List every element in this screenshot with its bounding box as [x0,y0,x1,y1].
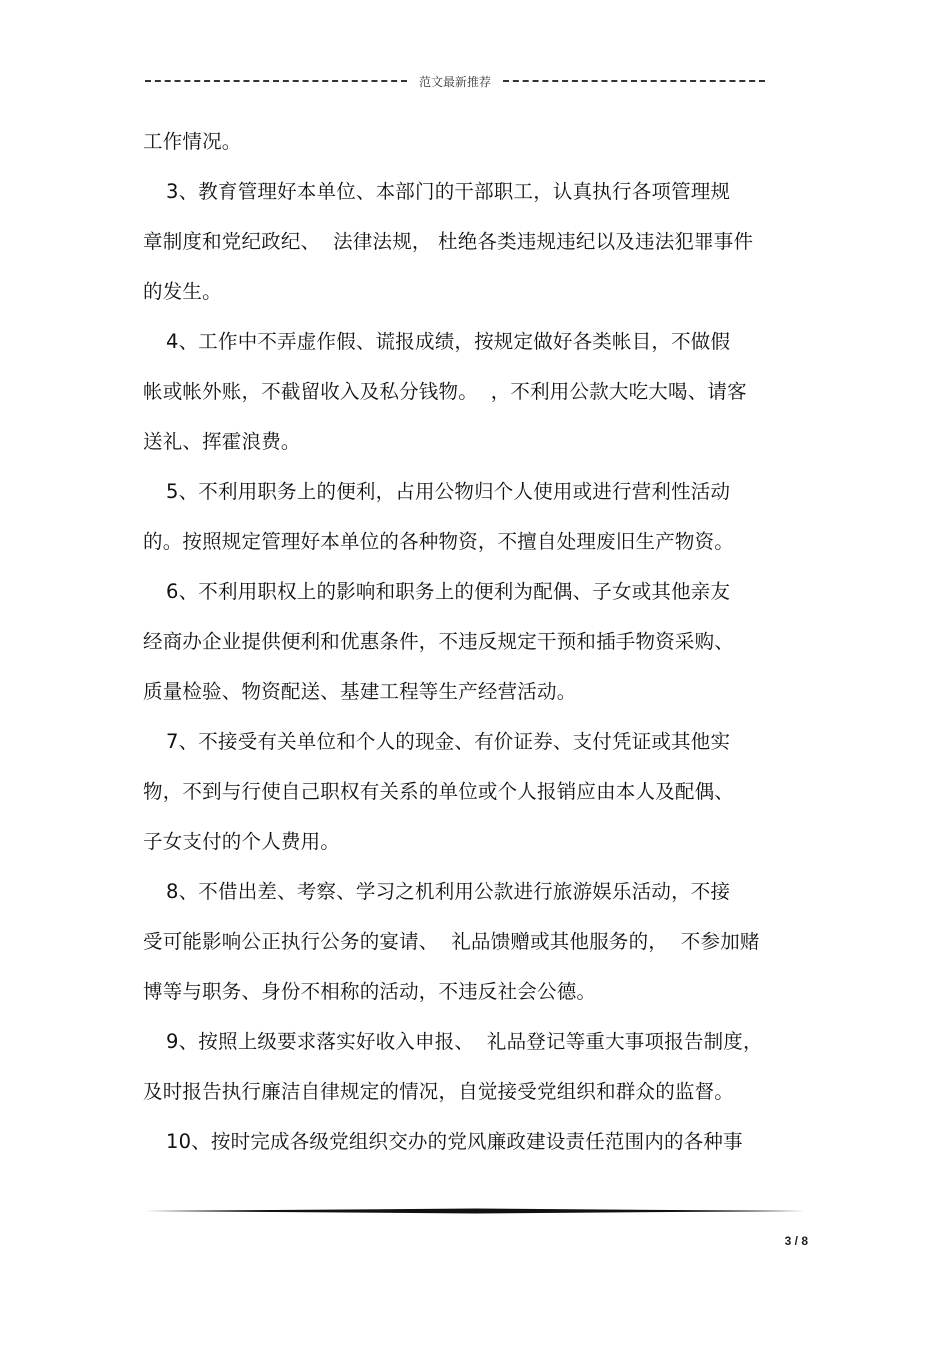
text-line: 帐或帐外账，不截留收入及私分钱物。 ，不利用公款大吃大喝、请客 [143,380,747,403]
footer-divider [145,1208,805,1214]
document-body [143,121,811,1171]
page-header [145,72,765,90]
page-number: 3 / 8 [784,1234,808,1248]
text-line: 9、按照上级要求落实好收入申报、 礼品登记等重大事项报告制度， [166,1030,763,1053]
text-line: 7、不接受有关单位和个人的现金、有价证券、支付凭证或其他实 [166,730,731,753]
text-line: 质量检验、物资配送、基建工程等生产经营活动。 [143,680,577,703]
text-line: 8、不借出差、考察、学习之机利用公款进行旅游娱乐活动，不接 [166,880,731,903]
header-dash-right [503,80,765,82]
text-line: 受可能影响公正执行公务的宴请、 礼品馈赠或其他服务的， 不参加赌 [143,930,760,953]
text-line: 的。按照规定管理好本单位的各种物资，不擅自处理废旧生产物资。 [143,530,735,553]
text-line: 及时报告执行廉洁自律规定的情况，自觉接受党组织和群众的监督。 [143,1080,735,1103]
text-line: 10、按时完成各级党组织交办的党风廉政建设责任范围内的各种事 [166,1130,743,1153]
text-line: 6、不利用职权上的影响和职务上的便利为配偶、子女或其他亲友 [166,580,731,603]
text-line: 4、工作中不弄虚作假、谎报成绩，按规定做好各类帐目，不做假 [166,330,731,353]
header-dash-left [145,80,407,82]
text-line: 的发生。 [143,280,222,303]
header-title: 范文最新推荐 [419,74,492,89]
text-line: 子女支付的个人费用。 [143,830,341,853]
text-line: 物，不到与行使自己职权有关系的单位或个人报销应由本人及配偶、 [143,780,735,803]
text-line: 经商办企业提供便利和优惠条件，不违反规定干预和插手物资采购、 [143,630,735,653]
text-line: 5、不利用职务上的便利，占用公物归个人使用或进行营利性活动 [166,480,731,503]
text-line: 送礼、挥霍浪费。 [143,430,301,453]
text-line: 博等与职务、身份不相称的活动，不违反社会公德。 [143,980,597,1003]
text-line: 工作情况。 [143,130,242,153]
text-line: 章制度和党纪政纪、 法律法规， 杜绝各类违规违纪以及违法犯罪事件 [143,230,754,253]
text-line: 3、教育管理好本单位、本部门的干部职工，认真执行各项管理规 [166,180,731,203]
